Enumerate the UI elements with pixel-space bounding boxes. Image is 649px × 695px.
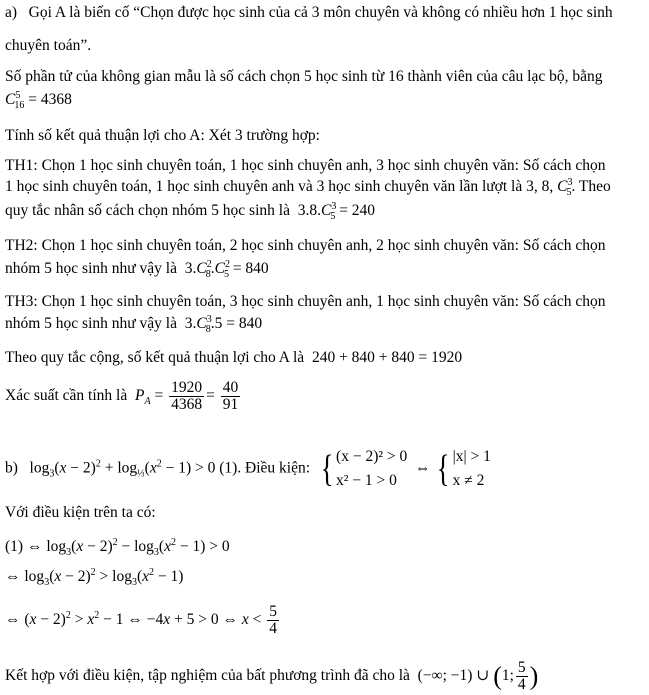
addition-rule: Theo quy tắc cộng, số kết quả thuận lợi cho A là 240 + 840 + 840 = 1920 (5, 349, 463, 366)
part-a-intro: a) Gọi A là biến cố “Chọn được học sinh của cả 3 môn chuyên và không có nhiều hơn 1 học sinh (5, 4, 613, 21)
step-3: ⇔ $(x - 2)^2 > x^2 - 1$ ⇔ −4x + 5 > 0 ⇔ x < $\frac{5}{4}$ (5, 603, 277, 637)
prob-fraction-1: $\frac{1920}{4368}$ (171, 379, 203, 413)
case2-line1: TH2: Chọn 1 học sinh chuyên toán, 2 học sinh chuyên anh, 2 học sinh chuyên văn: Số cách chọn (5, 237, 606, 254)
part-b-statement: b) $\log_3(x - 2)^2 + \log_{\frac{1}{3}}(x^2 - 1) > 0$ (1). Điều kiện: { (x − 2)² > 0 x² − 1 > 0 ⇔ { |x| > 1 x ≠ 2 (5, 448, 491, 490)
step-2: ⇔ $\log_3(x - 2)^2 > \log_3(x^2 - 1)$ (5, 566, 184, 589)
with-condition: Với điều kiện trên ta có: (5, 504, 156, 521)
sample-space-text: Số phần tử của không gian mẫu là số cách chọn 5 học sinh từ 16 thành viên của câu lạc bộ, bằng (5, 68, 603, 85)
prob-fraction-2: $\frac{40}{91}$ (222, 379, 239, 413)
five-fourths-final: $\frac{5}{4}$ (517, 659, 526, 693)
five-fourths: $\frac{5}{4}$ (269, 603, 277, 637)
conclusion: Kết hợp với điều kiện, tập nghiệm của bất phương trình đã cho là (−∞; −1) ∪ (1; $\frac{5}{4}$ ) (5, 659, 539, 693)
step-1: (1) ⇔ $\log_3(x - 2)^2 - \log_3(x^2 - 1) > 0$ (5, 536, 230, 559)
case1-line1: TH1: Chọn 1 học sinh chuyên toán, 1 học sinh chuyên anh, 3 học sinh chuyên văn: Số cách chọn (5, 157, 606, 174)
case3-line1: TH3: Chọn 1 học sinh chuyên toán, 3 học sinh chuyên anh, 1 học sinh chuyên văn: Số cách chọn (5, 293, 606, 310)
favorable-intro: Tính số kết quả thuận lợi cho A: Xét 3 trường hợp: (5, 127, 320, 144)
sample-space-value: $C^5_{16} = 4368$ (5, 89, 72, 112)
probability: Xác suất cần tính là $P_A$ = $\frac{1920}{4368}$ = $\frac{40}{91}$ (5, 379, 239, 413)
case3-line2: nhóm 5 học sinh như vậy là $3.C^3_8.5 = 840$ (5, 313, 263, 336)
part-a-intro-cont: chuyên toán”. (5, 37, 92, 54)
case1-line3: quy tắc nhân số cách chọn nhóm 5 học sinh là $3.8.C^3_5 = 240$ (5, 200, 376, 223)
case2-line2: nhóm 5 học sinh như vậy là $3.C^2_8.C^2_5 = 840$ (5, 258, 269, 281)
case1-line2: 1 học sinh chuyên toán, 1 học sinh chuyên anh và 3 học sinh chuyên văn lần lượt là 3, 8, $C^3_5$. Theo (5, 176, 611, 199)
